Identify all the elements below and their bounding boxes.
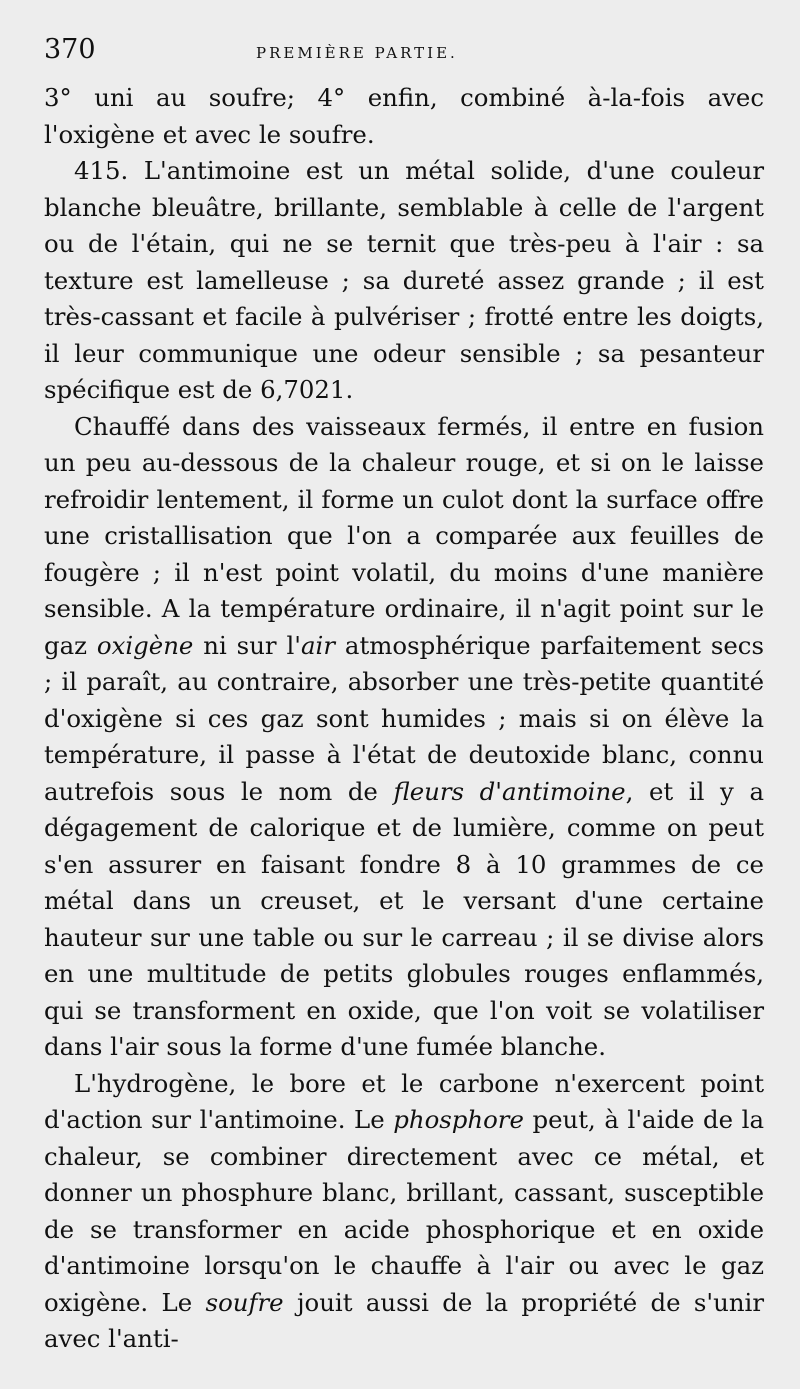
italic-term-oxigene: oxigène: [96, 630, 194, 660]
page-number: 370: [44, 34, 96, 65]
paragraph-text: 3° uni au soufre; 4° enfin, combiné à-la-fois avec l'oxigène et avec le soufre.: [44, 83, 764, 149]
paragraph-text: 415. L'antimoine est un métal solide, d'une couleur blanche bleuâtre, brillante, semblable à celle de l'argent ou de l'étain, qui ne se ternit que très-peu à l'air : sa texture est lamelleuse ; sa dureté assez grande ; il est très-cassant et facile à pulvériser ; frotté entre les doigts, il leur communique une odeur sensible ; sa pesanteur spécifique est de 6,7021.: [44, 156, 764, 404]
paragraph-reactions: [44, 1066, 764, 1358]
italic-term-phosphore: phosphore: [393, 1105, 524, 1134]
italic-term-air: air: [300, 630, 335, 660]
text-segment: jouit aussi de la propriété de s'unir avec l'anti-: [44, 1287, 764, 1353]
text-segment: L'hydrogène, le bore et le carbone n'exercent point d'action sur l'antimoine. Le: [44, 1068, 764, 1134]
text-segment: atmosphérique parfaitement secs ; il paraît, au contraire, absorber une très-petite quantité d'oxigène si ces gaz sont humides ; mais si on élève la température, il passe à l'état de deutoxide blanc, connu autrefois sous le nom de: [44, 630, 764, 806]
italic-term-fleurs-antimoine: fleurs d'antimoine: [393, 776, 626, 806]
text-segment: ni sur l': [193, 630, 301, 660]
text-segment: , et il y a dégagement de calorique et de lumière, comme on peut s'en assurer en faisant fondre 8 à 10 grammes de ce métal dans un creuset, et le versant d'une certaine hauteur sur une table ou sur le carreau ; il se divise alors en une multitude de petits globules rouges enflammés, qui se transforment en oxide, que l'on voit se volatiliser dans l'air sous la forme d'une fumée blanche.: [44, 776, 764, 1061]
paragraph-continuation: [44, 80, 764, 153]
paragraph-antimoine-properties: [44, 153, 764, 409]
italic-term-soufre: soufre: [205, 1287, 284, 1317]
paragraph-heating: [44, 409, 764, 1066]
running-title: PREMIÈRE PARTIE.: [256, 44, 458, 62]
body-text: [44, 80, 764, 1358]
text-segment: Chauffé dans des vaisseaux fermés, il entre en fusion un peu au-dessous de la chaleur rouge, et si on le laisse refroidir lentement, il forme un culot dont la surface offre une cristallisation que l'on a comparée aux feuilles de fougère ; il n'est point volatil, du moins d'une manière sensible. A la température ordinaire, il n'agit point sur le gaz: [44, 411, 764, 660]
text-segment: peut, à l'aide de la chaleur, se combiner directement avec ce métal, et donner un phosphure blanc, brillant, cassant, susceptible de se transformer en acide phosphorique et en oxide d'antimoine lorsqu'on le chauffe à l'air ou avec le gaz oxigène. Le: [44, 1105, 764, 1317]
page-header: [44, 34, 764, 76]
